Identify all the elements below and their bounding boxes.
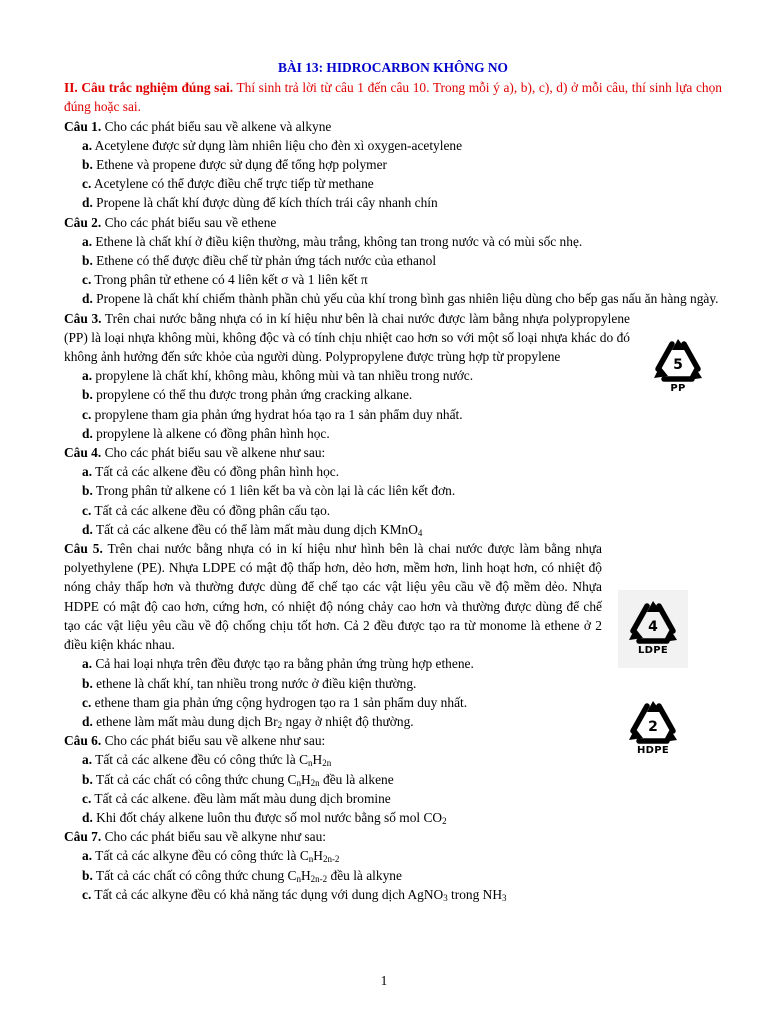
recycle-ldpe-icon bbox=[618, 590, 688, 668]
instruction-heading: II. Câu trắc nghiệm đúng sai. bbox=[64, 80, 234, 96]
q7-option-b: b. Tất cả các chất có công thức chung $C_nH_{2n-2}$ đều là alkyne bbox=[82, 867, 402, 884]
q6-option-b: b. Tất cả các chất có công thức chung $C_nH_{2n}$ đều là alkene bbox=[82, 771, 394, 788]
question-stem: Cho các phát biểu sau về alkene như sau: bbox=[101, 445, 326, 461]
question-label: Câu 6. bbox=[64, 733, 102, 749]
q5-option-b: b. ethene là chất khí, tan nhiều trong nước ở điều kiện thường. bbox=[82, 675, 417, 691]
q2-option-b: b. Ethene có thể được điều chế từ phản ứng tách nước của ethanol bbox=[82, 253, 437, 269]
q1-option-c: c. Acetylene có thể được điều chế trực tiếp từ methane bbox=[82, 176, 374, 192]
recycle-triangle-icon bbox=[625, 598, 681, 646]
instruction bbox=[64, 78, 722, 116]
q6-option-a: a. Tất cả các alkene đều có công thức là $C_nH_{2n}$ bbox=[82, 752, 332, 769]
recycle-triangle-icon bbox=[650, 336, 706, 384]
instruction-text: Thí sinh trả lời từ câu 1 đến câu 10. Trong mỗi ý a), b), c), d) ở mỗi câu, thí sinh lựa chọn đúng hoặc sai. bbox=[64, 80, 722, 115]
q1-option-a: a. Acetylene được sử dụng làm nhiên liệu cho đèn xì oxygen-acetylene bbox=[82, 137, 463, 153]
q5-option-d: d. ethene làm mất màu dung dịch $Br_2$ ngay ở nhiệt độ thường. bbox=[82, 713, 414, 730]
question-stem: Trên chai nước bằng nhựa có in kí hiệu như bên là chai nước được làm bằng nhựa polypropylene (PP) là loại nhựa không mùi, không độc và có tính chịu nhiệt cao hơn so với một số loại nhựa khác do đó không ảnh hưởng đến sức khỏe của người dùng. Polypropylene được trùng hợp từ propylene bbox=[64, 310, 630, 365]
q3-option-c: c. propylene tham gia phản ứng hydrat hóa tạo ra 1 sản phẩm duy nhất. bbox=[82, 406, 463, 422]
question-label: Câu 5. bbox=[64, 541, 103, 557]
question-label: Câu 4. bbox=[64, 445, 102, 461]
q7-option-a: a. Tất cả các alkyne đều có công thức là $C_nH_{2n-2}$ bbox=[82, 848, 340, 865]
svg-text:2: 2 bbox=[648, 719, 658, 735]
question-2 bbox=[64, 213, 722, 232]
recycle-hdpe-icon bbox=[618, 698, 688, 770]
q4-option-d: d. Tất cả các alkene đều có thể làm mất màu dung dịch KMnO$_4$ bbox=[82, 521, 423, 538]
q6-option-c: c. Tất cả các alkene. đều làm mất màu dung dịch bromine bbox=[82, 790, 391, 806]
question-3 bbox=[64, 309, 722, 367]
q4-option-a: a. Tất cả các alkene đều có đồng phân hình học. bbox=[82, 464, 340, 480]
question-label: Câu 1. bbox=[64, 118, 102, 134]
q3-option-d: d. propylene là alkene có đồng phân hình học. bbox=[82, 425, 330, 441]
recycle-pp-label: PP bbox=[670, 383, 686, 394]
q2-option-d: d. Propene là chất khí chiếm thành phần chủ yếu của khí trong bình gas nhiên liệu dùng cho bếp gas nấu ăn hàng ngày. bbox=[82, 291, 719, 307]
question-7 bbox=[64, 827, 722, 846]
q5-option-c: c. ethene tham gia phản ứng cộng hydrogen tạo ra 1 sản phẩm duy nhất. bbox=[82, 694, 468, 710]
question-stem: Cho các phát biểu sau về alkyne như sau: bbox=[101, 829, 327, 845]
question-stem: Cho các phát biểu sau về alkene và alkyne bbox=[101, 118, 332, 134]
question-label: Câu 2. bbox=[64, 214, 102, 230]
question-stem: Cho các phát biểu sau về ethene bbox=[101, 214, 277, 230]
recycle-ldpe-label: LDPE bbox=[637, 645, 669, 656]
q3-option-b: b. propylene có thể thu được trong phản ứng cracking alkane. bbox=[82, 387, 413, 403]
question-1 bbox=[64, 117, 722, 136]
recycle-hdpe-label: HDPE bbox=[636, 745, 670, 756]
q5-option-a: a. Cả hai loại nhựa trên đều được tạo ra bằng phản ứng trùng hợp ethene. bbox=[82, 656, 474, 672]
svg-text:5: 5 bbox=[673, 357, 683, 373]
q6-option-d: d. Khi đốt cháy alkene luôn thu được số mol nước bằng số mol $CO_2$ bbox=[82, 809, 447, 826]
question-label: Câu 7. bbox=[64, 829, 102, 845]
q2-option-c: c. Trong phân tử ethene có 4 liên kết σ và 1 liên kết π bbox=[82, 272, 368, 288]
recycle-pp-icon bbox=[646, 336, 710, 400]
q1-option-d: d. Propene là chất khí được dùng để kích thích trái cây nhanh chín bbox=[82, 195, 438, 211]
q7-option-c: c. Tất cả các alkyne đều có khả năng tác dụng với dung dịch AgNO$_3$ trong $NH_3$ bbox=[82, 886, 507, 903]
q4-option-b: b. Trong phân tử alkene có 1 liên kết ba và còn lại là các liên kết đơn. bbox=[82, 483, 456, 499]
question-stem: Trên chai nước bằng nhựa có in kí hiệu như hình bên là chai nước được làm bằng nhựa polyethylene (PE). Nhựa LDPE có mật độ thấp hơn, dẻo hơn, mềm hơn, linh hoạt hơn, có nhiệt độ nóng chảy thấp hơn và thường được dùng để chế tạo các vật liệu yêu cầu về độ mềm dẻo. Nhựa HDPE có mật độ cao hơn, cứng hơn, có nhiệt độ nóng chảy cao hơn và thường được dùng để chế tạo các vật liệu yêu cầu về độ chống chịu tốt hơn. Cả 2 đều được tạo ra từ monome là ethene ở 2 điều kiện khác nhau. bbox=[64, 541, 602, 653]
question-stem: Cho các phát biểu sau về alkene như sau: bbox=[101, 733, 326, 749]
document-page bbox=[64, 58, 722, 904]
q4-option-c: c. Tất cả các alkene đều có đồng phân cấu tạo. bbox=[82, 502, 331, 518]
recycle-triangle-icon bbox=[625, 698, 681, 746]
q3-option-a: a. propylene là chất khí, không màu, không mùi và tan nhiều trong nước. bbox=[82, 368, 474, 384]
page-number: 1 bbox=[380, 973, 388, 988]
question-4 bbox=[64, 443, 722, 462]
svg-text:4: 4 bbox=[648, 619, 658, 635]
question-label: Câu 3. bbox=[64, 310, 102, 326]
page-title: BÀI 13: HIDROCARBON KHÔNG NO bbox=[278, 60, 508, 75]
q1-option-b: b. Ethene và propene được sử dụng để tổng hợp polymer bbox=[82, 157, 387, 173]
q2-option-a: a. Ethene là chất khí ở điều kiện thường, màu trắng, không tan trong nước và có mùi sốc nhẹ. bbox=[82, 233, 583, 249]
